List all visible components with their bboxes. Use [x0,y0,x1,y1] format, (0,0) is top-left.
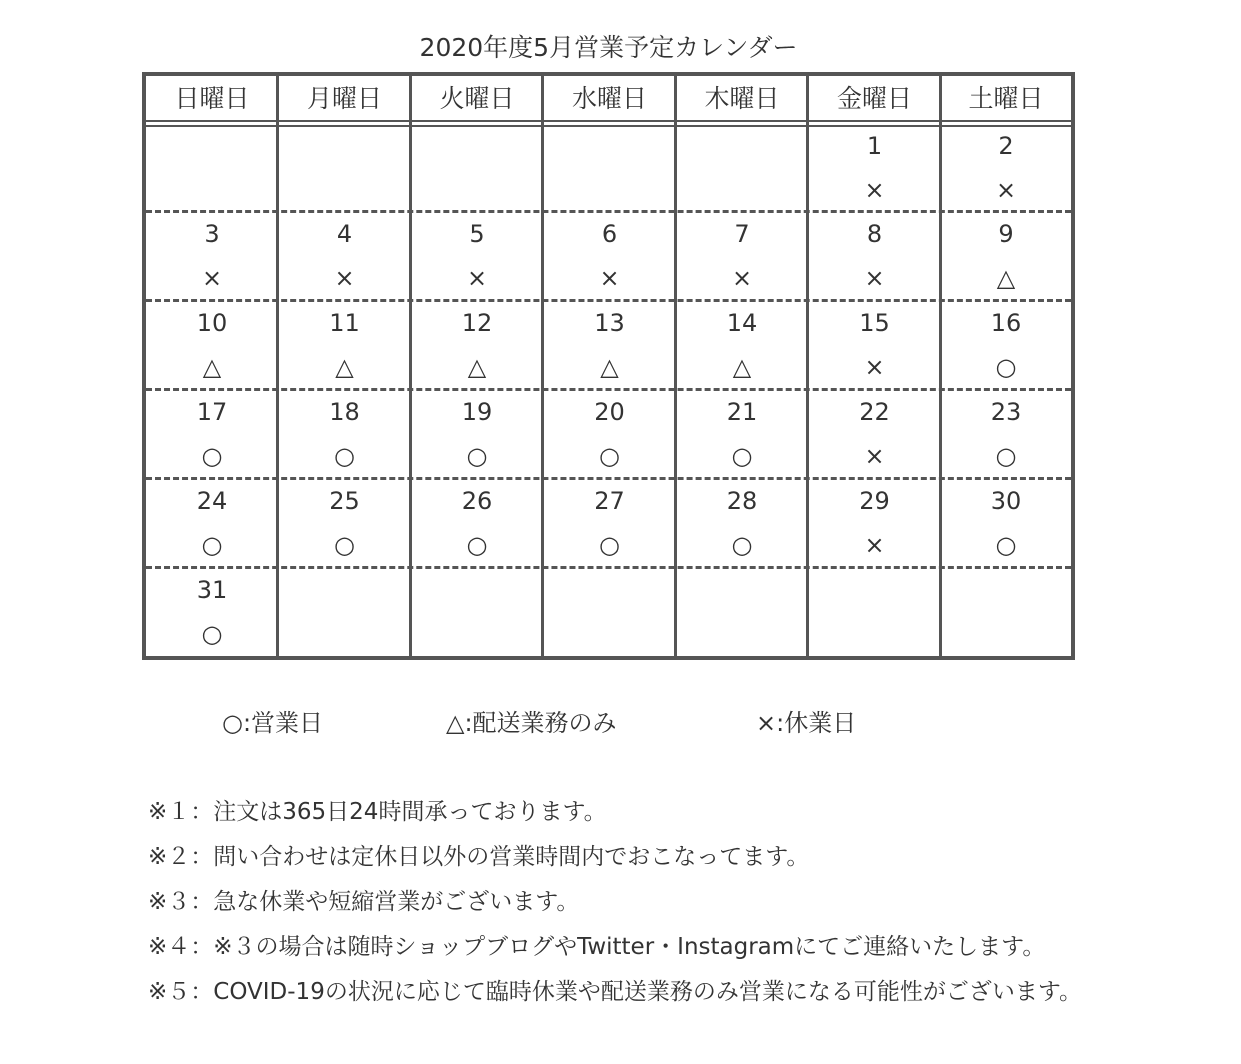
day-cell [676,124,808,213]
day-cell [543,390,676,479]
day-cell [278,301,411,390]
day-number: 28 [726,487,758,515]
day-status-mark [278,612,411,656]
note-2: ※２：問い合わせは定休日以外の営業時間内でおこなってます。 [148,844,810,870]
day-number [278,124,411,168]
weekday-header: 土曜日 [968,84,1044,113]
day-status-mark: △ [335,353,354,381]
day-status-mark: △ [996,264,1016,292]
day-status-mark [676,612,808,656]
day-status-mark: ○ [334,442,355,470]
day-number: 20 [594,398,625,426]
day-number: 19 [461,398,493,426]
day-number: 18 [329,398,360,426]
day-cell [411,390,543,479]
day-status-mark: × [864,176,885,204]
page-title: 2020年度5月営業予定カレンダー [419,33,798,62]
day-status-mark: ○ [201,620,223,648]
day-number [543,568,676,612]
legend-open: ○:営業日 [222,709,324,737]
day-status-mark: × [201,264,223,292]
day-number [676,124,808,168]
notes-list [148,792,1228,1017]
day-status-mark: × [731,264,753,292]
day-number: 5 [469,220,485,248]
day-cell [808,124,941,213]
day-cell [941,390,1071,479]
day-status-mark: ○ [995,353,1017,381]
day-cell [278,568,411,657]
weekday-header-row [146,76,1071,127]
day-cell [278,390,411,479]
day-number: 15 [859,309,890,337]
day-cell [411,124,543,213]
day-status-mark: × [334,264,355,292]
day-status-mark [411,612,543,656]
day-number: 9 [998,220,1014,248]
weekday-header: 月曜日 [306,84,382,113]
day-status-mark: × [864,531,885,559]
day-cell [278,479,411,568]
day-cell [146,212,278,301]
day-cell [278,212,411,301]
day-status-mark: ○ [466,442,488,470]
legend-delivery-only: △:配送業務のみ [446,709,617,737]
day-status-mark: △ [202,353,222,381]
day-cell [676,479,808,568]
day-number: 10 [196,309,228,337]
day-status-mark: ○ [201,442,223,470]
day-cell [941,124,1071,213]
weekday-header: 金曜日 [836,84,912,113]
day-cell [676,301,808,390]
day-cell [808,212,941,301]
day-cell [941,301,1071,390]
day-cell [543,301,676,390]
day-number: 6 [601,220,618,248]
day-status-mark [411,168,543,212]
calendar-table [142,72,1075,660]
day-number [808,568,941,612]
day-status-mark: ○ [599,442,620,470]
day-number [941,568,1071,612]
day-status-mark: △ [467,353,487,381]
day-status-mark: ○ [731,442,753,470]
day-number: 3 [204,220,220,248]
day-cell [411,301,543,390]
day-number: 14 [726,309,758,337]
day-number: 31 [196,576,228,604]
note-5: ※５：COVID-19の状況に応じて臨時休業や配送業務のみ営業になる可能性がございます。 [148,979,1082,1005]
day-number: 17 [196,398,228,426]
day-status-mark [146,168,278,212]
day-status-mark: ○ [334,531,355,559]
day-cell [808,390,941,479]
day-number: 8 [866,220,883,248]
day-status-mark: ○ [466,531,488,559]
day-number: 1 [866,132,883,160]
day-number [411,568,543,612]
day-status-mark: × [864,353,885,381]
day-status-mark: × [864,442,885,470]
day-cell [941,479,1071,568]
day-status-mark: × [466,264,488,292]
day-status-mark [676,168,808,212]
day-number: 7 [734,220,750,248]
day-status-mark: ○ [201,531,223,559]
day-status-mark [543,612,676,656]
day-number: 12 [461,309,493,337]
day-cell [808,301,941,390]
day-number: 4 [336,220,353,248]
day-cell [543,568,676,657]
day-status-mark [808,612,941,656]
day-number: 23 [990,398,1022,426]
note-1: ※１：注文は365日24時間承っております。 [148,799,607,825]
day-number [543,124,676,168]
day-status-mark [278,168,411,212]
day-number: 21 [726,398,758,426]
day-cell [146,479,278,568]
day-cell [808,568,941,657]
day-number [278,568,411,612]
day-status-mark [941,612,1071,656]
day-number: 25 [329,487,360,515]
day-number: 22 [859,398,890,426]
day-status-mark: ○ [995,531,1017,559]
weekday-header: 日曜日 [174,84,250,113]
day-cell [941,568,1071,657]
day-cell [146,568,278,657]
day-cell [411,479,543,568]
day-number [676,568,808,612]
day-status-mark: × [864,264,885,292]
day-cell [146,390,278,479]
day-status-mark: ○ [995,442,1017,470]
day-cell [676,390,808,479]
day-status-mark [543,168,676,212]
legend-closed: ×:休業日 [756,709,857,737]
day-number [411,124,543,168]
day-cell [676,212,808,301]
day-status-mark: △ [600,353,619,381]
day-number: 11 [329,309,360,337]
day-status-mark: × [599,264,620,292]
day-status-mark: ○ [599,531,620,559]
day-cell [808,479,941,568]
note-4: ※４：※３の場合は随時ショップブログやTwitter・Instagramにてご連絡いたします。 [148,934,1046,960]
day-cell [278,124,411,213]
day-number: 26 [461,487,493,515]
day-cell [146,301,278,390]
day-status-mark: ○ [731,531,753,559]
weekday-header: 水曜日 [571,84,647,113]
day-cell [411,568,543,657]
day-status-mark: △ [732,353,752,381]
day-number: 27 [594,487,625,515]
day-number [146,124,278,168]
day-cell [411,212,543,301]
day-number: 24 [196,487,228,515]
day-status-mark: × [995,176,1017,204]
weekday-header: 火曜日 [439,84,515,113]
day-number: 13 [594,309,625,337]
day-cell [676,568,808,657]
day-cell [543,212,676,301]
day-number: 30 [990,487,1022,515]
note-3: ※３：急な休業や短縮営業がございます。 [148,889,580,915]
day-cell [146,124,278,213]
day-number: 2 [998,132,1014,160]
weekday-header: 木曜日 [704,84,780,113]
day-number: 29 [859,487,890,515]
day-cell [543,124,676,213]
day-cell [941,212,1071,301]
day-cell [543,479,676,568]
day-number: 16 [990,309,1022,337]
